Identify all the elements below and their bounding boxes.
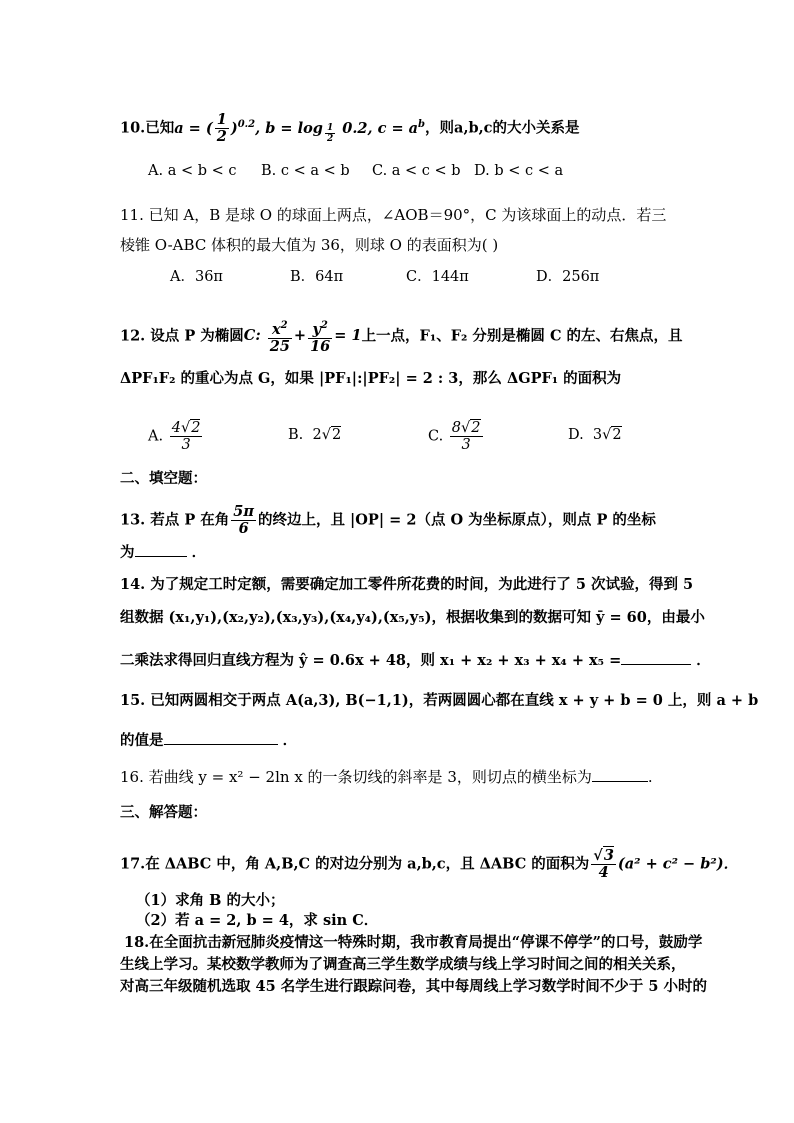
section-3-heading: 三、解答题： (120, 804, 207, 821)
q11-option-a: A．36π (170, 269, 223, 285)
q16-answer-blank (592, 767, 648, 782)
q13-answer-blank (135, 542, 187, 557)
q18-line-1: 18.在全面抗击新冠肺炎疫情这一特殊时期，我市教育局提出“停课不停学”的口号，鼓励学 (124, 934, 703, 951)
q15-line-1: 15. 已知两圆相交于两点 A(a,3), B(−1,1)，若两圆圆心都在直线 x + y + b = 0 上，则 a + b (120, 692, 759, 709)
q14-line-2: 组数据 (x₁,y₁),(x₂,y₂),(x₃,y₃),(x₄,y₄),(x₅,y₅)，根据收集到的数据可知 ȳ = 60，由最小 (120, 609, 705, 626)
q11-line-1: 11. 已知 A，B 是球 O 的球面上两点，∠AOB＝90°，C 为该球面上的动点．若三 (120, 206, 667, 224)
q12-line-2: ΔPF₁F₂ 的重心为点 G，如果 |PF₁|:|PF₂| = 2 : 3，那么 ΔGPF₁ 的面积为 (120, 370, 622, 387)
q14-answer-blank (621, 650, 691, 665)
q12-ellipse-formula: C: $\frac{x^2}{25}$ + $\frac{y^2}{16}$ = 1 (243, 320, 362, 355)
q12-prefix: 12. 设点 P 为椭圆 (120, 327, 244, 345)
q10-option-c: C. a < c < b (372, 163, 461, 179)
question-17: 17.在 ΔABC 中，角 A,B,C 的对边分别为 a,b,c，且 ΔABC 的面积为 $\frac{√3}{4}$ (a² + c² − b²)． (120, 847, 739, 881)
q10-option-b: B. c < a < b (261, 163, 350, 179)
q10-fraction: $\frac{1}{2}$ (216, 111, 227, 145)
q18-line-3: 对高三年级随机选取 45 名学生进行跟踪问卷，其中每周线上学习数学时间不少于 5 小时的 (120, 978, 707, 995)
q12-option-c: C. $\frac{8√2}{3}$ (428, 420, 481, 453)
q10-formula: a = ( $\frac{1}{2}$ )$^{0.2}$, b = log $_{\frac{1}{2}}$ 0.2, $c = a^b$ (174, 111, 426, 145)
q12-option-b: B. 2√2 (288, 427, 342, 443)
q17-sub-2: （2）若 a = 2, b = 4，求 sin C． (136, 912, 379, 929)
question-10 (120, 112, 580, 145)
q12-mid: 上一点，F₁、F₂ 分别是椭圆 C 的左、右焦点，且 (361, 327, 683, 345)
q12-option-d: D. 3√2 (568, 427, 622, 443)
q10-prefix: 10.已知 (120, 119, 175, 137)
section-2-heading: 二、填空题： (120, 470, 207, 487)
question-16: 16. 若曲线 y = x² − 2ln x 的一条切线的斜率是 3，则切点的横坐标为 . (120, 768, 653, 786)
q18-line-2: 生线上学习。某校数学教师为了调查高三学生数学成绩与线上学习时间之间的相关关系， (120, 956, 686, 973)
q11-line-2: 棱锥 O-ABC 体积的最大值为 36，则球 O 的表面积为( ) (120, 236, 499, 254)
q13-suffix: 的终边上，且 |OP| = 2（点 O 为坐标原点），则点 P 的坐标 (257, 511, 656, 529)
q13-prefix: 13. 若点 P 在角 (120, 511, 230, 529)
q12-option-a: A. $\frac{4√2}{3}$ (148, 420, 201, 453)
q11-option-d: D．256π (536, 269, 600, 285)
q14-line-3: 二乘法求得回归直线方程为 ŷ = 0.6x + 48，则 x₁ + x₂ + x₃ + x₄ + x₅ = ． (120, 652, 711, 669)
q17-coefficient: $\frac{√3}{4}$ (593, 847, 614, 881)
q13-angle: $\frac{5\pi}{6}$ (233, 503, 254, 537)
q15-answer-blank (164, 730, 278, 745)
q10-suffix: ，则a,b,c的大小关系是 (425, 119, 580, 137)
q11-option-b: B．64π (290, 269, 344, 285)
q15-line-2: 的值是 ． (120, 732, 298, 749)
question-13 (120, 504, 656, 537)
q10-option-d: D. b < c < a (474, 163, 564, 179)
q11-option-c: C．144π (406, 269, 469, 285)
q13-line-2: 为 ． (120, 544, 207, 561)
q10-option-a: A. a < b < c (148, 163, 237, 179)
q14-line-1: 14. 为了规定工时定额，需要确定加工零件所花费的时间，为此进行了 5 次试验，得到 5 (120, 576, 694, 593)
q17-sub-1: （1）求角 B 的大小； (136, 892, 285, 909)
question-12 (120, 318, 683, 355)
